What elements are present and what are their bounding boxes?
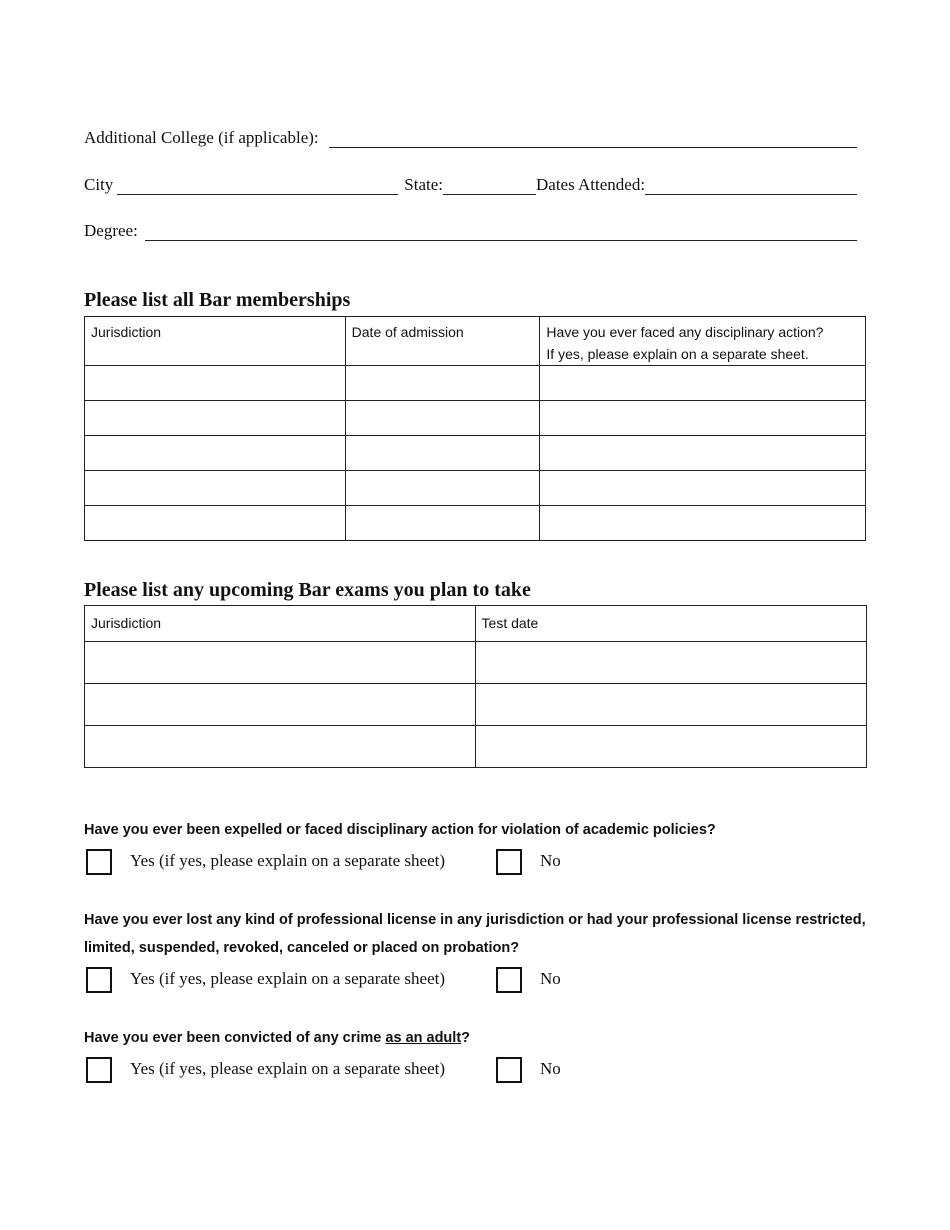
- table-row: [85, 436, 866, 471]
- degree-label: Degree:: [84, 221, 138, 240]
- date-of-admission-input[interactable]: [346, 506, 540, 530]
- question-academic-discipline: Have you ever been expelled or faced disciplinary action for violation of academic policies?: [84, 822, 716, 838]
- disciplinary-cell[interactable]: [540, 471, 866, 506]
- state-label: State:: [404, 175, 444, 194]
- header-disciplinary-line2: If yes, please explain on a separate sheet.: [546, 346, 809, 362]
- jurisdiction-input[interactable]: [85, 471, 345, 495]
- question-criminal-end: ?: [461, 1030, 471, 1046]
- disciplinary-cell[interactable]: [540, 401, 866, 436]
- table-header-row: [85, 606, 867, 642]
- bar-memberships-title: Please list all Bar memberships: [84, 289, 351, 311]
- disciplinary-input[interactable]: [540, 401, 865, 425]
- academic-discipline-no-checkbox[interactable]: [496, 849, 522, 875]
- city-field[interactable]: [117, 176, 398, 195]
- date-of-admission-cell[interactable]: [345, 471, 540, 506]
- table-header-row: [85, 317, 866, 366]
- header-disciplinary-line1: Have you ever faced any disciplinary action?: [546, 324, 824, 340]
- academic-discipline-no-label: No: [540, 851, 561, 870]
- exam-jurisdiction-cell[interactable]: [85, 642, 476, 684]
- header-jurisdiction: Jurisdiction: [85, 317, 346, 366]
- professional-license-yes-checkbox[interactable]: [86, 967, 112, 993]
- criminal-conviction-no-checkbox[interactable]: [496, 1057, 522, 1083]
- criminal-conviction-yes-label: Yes (if yes, please explain on a separate sheet): [130, 1059, 446, 1078]
- jurisdiction-cell[interactable]: [85, 506, 346, 541]
- disciplinary-input[interactable]: [540, 506, 865, 530]
- disciplinary-input[interactable]: [540, 436, 865, 460]
- disciplinary-cell[interactable]: [540, 366, 866, 401]
- table-row: [85, 642, 867, 684]
- professional-license-no-checkbox[interactable]: [496, 967, 522, 993]
- test-date-input[interactable]: [476, 684, 866, 708]
- test-date-cell[interactable]: [475, 726, 866, 768]
- question-criminal-emphasis: as an adult: [385, 1030, 462, 1046]
- city-state-dates-row: [84, 175, 857, 195]
- criminal-conviction-yes-checkbox[interactable]: [86, 1057, 112, 1083]
- bar-memberships-table: [84, 316, 866, 541]
- professional-license-yes-label: Yes (if yes, please explain on a separate sheet): [130, 969, 446, 988]
- academic-discipline-yes-label: Yes (if yes, please explain on a separate sheet): [130, 851, 446, 870]
- table-row: [85, 506, 866, 541]
- date-of-admission-input[interactable]: [346, 436, 540, 460]
- test-date-input[interactable]: [476, 642, 866, 666]
- exam-jurisdiction-input[interactable]: [85, 684, 475, 708]
- header-date-of-admission: Date of admission: [345, 317, 540, 366]
- question-criminal-text: Have you ever been convicted of any crime: [84, 1030, 386, 1046]
- disciplinary-input[interactable]: [540, 471, 865, 495]
- date-of-admission-input[interactable]: [346, 401, 540, 425]
- degree-field[interactable]: [145, 222, 857, 241]
- additional-college-label: Additional College (if applicable):: [84, 128, 319, 147]
- criminal-conviction-options: [84, 1057, 684, 1089]
- upcoming-exams-table: [84, 605, 867, 768]
- test-date-cell[interactable]: [475, 642, 866, 684]
- exam-jurisdiction-input[interactable]: [85, 642, 475, 666]
- header-exam-jurisdiction: Jurisdiction: [85, 606, 476, 642]
- jurisdiction-cell[interactable]: [85, 401, 346, 436]
- table-row: [85, 684, 867, 726]
- exam-jurisdiction-input[interactable]: [85, 726, 475, 750]
- professional-license-options: [84, 967, 684, 999]
- academic-discipline-options: [84, 849, 684, 881]
- upcoming-exams-title: Please list any upcoming Bar exams you plan to take: [84, 579, 531, 601]
- exam-jurisdiction-cell[interactable]: [85, 726, 476, 768]
- additional-college-field[interactable]: [329, 129, 857, 148]
- professional-license-no-label: No: [540, 969, 561, 988]
- degree-row: [84, 221, 857, 241]
- dates-attended-label: Dates Attended:: [536, 175, 646, 194]
- academic-discipline-yes-checkbox[interactable]: [86, 849, 112, 875]
- test-date-cell[interactable]: [475, 684, 866, 726]
- jurisdiction-input[interactable]: [85, 366, 345, 390]
- state-field[interactable]: [443, 176, 536, 195]
- jurisdiction-cell[interactable]: [85, 471, 346, 506]
- date-of-admission-cell[interactable]: [345, 401, 540, 436]
- test-date-input[interactable]: [476, 726, 866, 750]
- table-row: [85, 366, 866, 401]
- jurisdiction-cell[interactable]: [85, 436, 346, 471]
- header-test-date: Test date: [475, 606, 866, 642]
- exam-jurisdiction-cell[interactable]: [85, 684, 476, 726]
- jurisdiction-input[interactable]: [85, 436, 345, 460]
- date-of-admission-input[interactable]: [346, 471, 540, 495]
- criminal-conviction-no-label: No: [540, 1059, 561, 1078]
- disciplinary-input[interactable]: [540, 366, 865, 390]
- date-of-admission-cell[interactable]: [345, 506, 540, 541]
- jurisdiction-cell[interactable]: [85, 366, 346, 401]
- jurisdiction-input[interactable]: [85, 506, 345, 530]
- disciplinary-cell[interactable]: [540, 506, 866, 541]
- disciplinary-cell[interactable]: [540, 436, 866, 471]
- table-row: [85, 726, 867, 768]
- additional-college-row: [84, 128, 857, 148]
- date-of-admission-cell[interactable]: [345, 366, 540, 401]
- jurisdiction-input[interactable]: [85, 401, 345, 425]
- date-of-admission-cell[interactable]: [345, 436, 540, 471]
- question-criminal-conviction: [84, 1024, 874, 1052]
- dates-attended-field[interactable]: [645, 176, 857, 195]
- table-row: [85, 471, 866, 506]
- table-row: [85, 401, 866, 436]
- header-disciplinary-action: [540, 317, 866, 366]
- city-label: City: [84, 175, 114, 194]
- question-professional-license: Have you ever lost any kind of professional license in any jurisdiction or had your professional license restricted, limited, suspended, revoked, canceled or placed on probation?: [84, 912, 866, 956]
- date-of-admission-input[interactable]: [346, 366, 540, 390]
